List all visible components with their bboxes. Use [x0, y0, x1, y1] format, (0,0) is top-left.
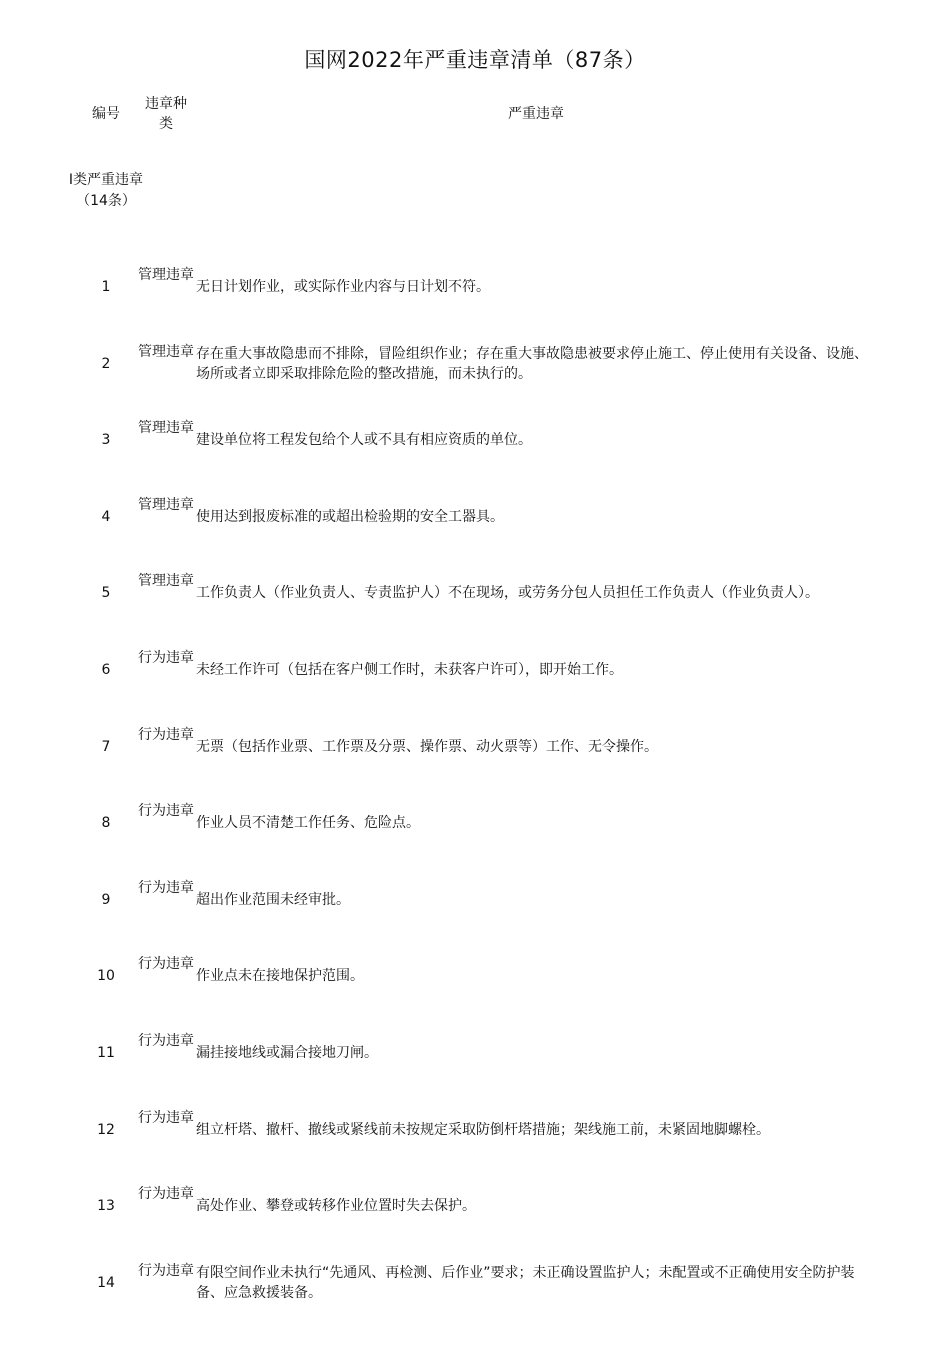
row-type: 行为违章 [138, 726, 194, 743]
table-row [0, 797, 950, 873]
row-type: 行为违章 [138, 650, 194, 666]
row-description: 未经工作许可（包括在客户侧工作时，未获客户许可），即开始工作。 [196, 662, 623, 678]
header-type: 违章种类 [145, 96, 187, 132]
row-description-cell [196, 797, 876, 849]
table-row [0, 874, 950, 950]
row-description-cell [196, 1104, 876, 1156]
header-violation: 严重违章 [508, 106, 564, 122]
row-description-cell [196, 567, 876, 619]
row-type: 行为违章 [138, 803, 194, 820]
row-number: 9 [101, 891, 111, 908]
row-description-cell [196, 1257, 876, 1309]
row-description: 无日计划作业，或实际作业内容与日计划不符。 [196, 279, 490, 295]
row-description: 作业点未在接地保护范围。 [196, 968, 364, 985]
row-description: 作业人员不清楚工作任务、危险点。 [196, 815, 420, 832]
row-description: 使用达到报废标准的或超出检验期的安全工器具。 [196, 508, 504, 525]
row-description: 超出作业范围未经审批。 [196, 891, 350, 908]
table-row [0, 721, 950, 797]
row-description: 存在重大事故隐患而不排除，冒险组织作业；存在重大事故隐患被要求停止施工、停止使用有关设备、设施、场所或者立即采取排除危险的整改措施，而未执行的。 [196, 345, 868, 382]
row-description: 工作负责人（作业负责人、专责监护人）不在现场，或劳务分包人员担任工作负责人（作业负责人）。 [196, 585, 819, 602]
table-row [0, 261, 950, 337]
row-number: 3 [101, 432, 111, 449]
row-number: 14 [97, 1274, 115, 1291]
row-description-cell [196, 414, 876, 466]
row-type: 行为违章 [138, 1262, 194, 1279]
row-type: 管理违章 [138, 573, 194, 590]
row-description-cell [196, 644, 876, 696]
row-description-cell [196, 1180, 876, 1232]
row-description: 高处作业、攀登或转移作业位置时失去保护。 [196, 1198, 476, 1215]
row-type: 管理违章 [138, 496, 194, 513]
row-description: 无票（包括作业票、工作票及分票、操作票、动火票等）工作、无令操作。 [196, 738, 658, 755]
row-number: 4 [101, 508, 111, 525]
row-description: 组立杆塔、撤杆、撤线或紧线前未按规定采取防倒杆塔措施；架线施工前，未紧固地脚螺栓。 [196, 1121, 770, 1138]
row-number: 6 [101, 662, 111, 678]
page-title: 国网2022年严重违章清单（87条） [304, 48, 646, 72]
row-number: 10 [97, 968, 115, 985]
row-description-cell [196, 721, 876, 773]
row-type: 行为违章 [138, 1109, 194, 1126]
row-type: 行为违章 [138, 956, 194, 973]
table-row [0, 1104, 950, 1180]
row-description-cell [196, 338, 876, 390]
row-number: 13 [97, 1198, 115, 1215]
row-number: 12 [97, 1121, 115, 1138]
row-description-cell [196, 950, 876, 1002]
row-description-cell [196, 874, 876, 926]
row-type: 行为违章 [138, 879, 194, 896]
table-row [0, 1257, 950, 1333]
row-number: 1 [101, 279, 111, 295]
table-row [0, 338, 950, 414]
table-row [0, 1180, 950, 1256]
row-number: 11 [97, 1045, 115, 1061]
row-description-cell [196, 491, 876, 543]
row-number: 7 [101, 738, 111, 755]
table-row [0, 414, 950, 490]
table-row [0, 567, 950, 643]
table-row [0, 950, 950, 1026]
header-number: 编号 [92, 106, 120, 122]
section-label: I类严重违章（14条） [68, 172, 144, 209]
row-description: 建设单位将工程发包给个人或不具有相应资质的单位。 [196, 432, 532, 449]
row-number: 2 [101, 355, 111, 372]
row-description-cell [196, 1027, 876, 1079]
row-type: 管理违章 [138, 267, 194, 283]
row-number: 8 [101, 815, 111, 832]
row-type: 行为违章 [138, 1033, 194, 1049]
row-description: 有限空间作业未执行“先通风、再检测、后作业”要求；未正确设置监护人；未配置或不正确使用安全防护装备、应急救援装备。 [196, 1264, 855, 1301]
table-row [0, 644, 950, 720]
row-description: 漏挂接地线或漏合接地刀闸。 [196, 1045, 378, 1061]
row-description-cell [196, 261, 876, 313]
row-type: 管理违章 [138, 343, 194, 360]
table-row [0, 491, 950, 567]
table-row [0, 1027, 950, 1103]
row-number: 5 [101, 585, 111, 602]
row-type: 管理违章 [138, 420, 194, 437]
row-type: 行为违章 [138, 1186, 194, 1203]
